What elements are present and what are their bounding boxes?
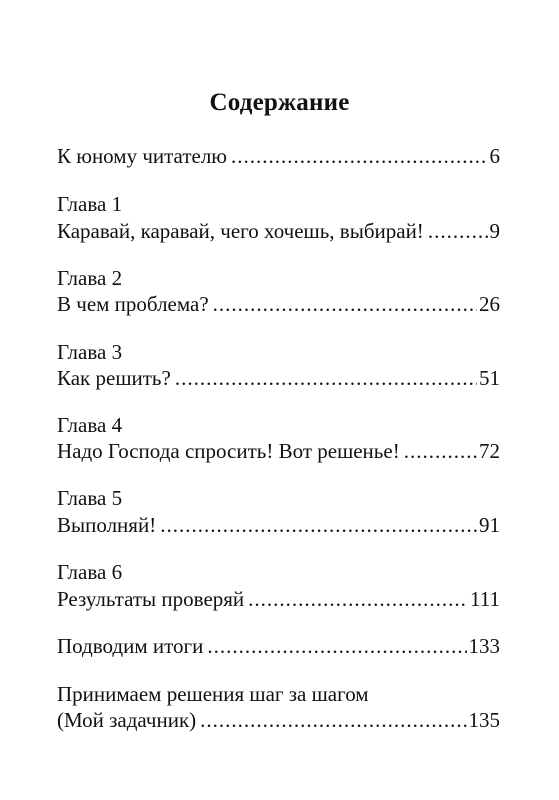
toc-entry — [57, 632, 500, 660]
toc-entry-page: 26 — [479, 292, 500, 316]
toc-entry-title: Каравай, каравай, чего хочешь, выбирай! — [57, 219, 424, 243]
toc-entry-title: Подводим итоги — [57, 634, 204, 658]
toc-entry-page: 51 — [479, 366, 500, 390]
toc-entry-title: Надо Господа спросить! Вот решенье! — [57, 439, 400, 463]
toc-entry — [57, 511, 500, 539]
toc-entry — [57, 364, 500, 392]
toc-entry-title: Выполняй! — [57, 513, 157, 537]
toc-entry — [57, 437, 500, 465]
toc-chapter-label: Глава 3 — [57, 340, 123, 364]
dot-leader — [404, 437, 477, 465]
toc-chapter-label: Глава 6 — [57, 560, 123, 584]
dot-leader — [207, 632, 466, 660]
toc-entry-title: Как решить? — [57, 366, 171, 390]
dot-leader — [200, 706, 466, 734]
toc-entry-title: К юному читателю — [57, 144, 227, 168]
toc-entry-page: 111 — [470, 587, 500, 611]
dot-leader — [428, 217, 488, 245]
toc-entry-title-continued: (Мой задачник) — [57, 708, 197, 732]
toc-entry-page: 72 — [479, 439, 500, 463]
toc-entry — [57, 290, 500, 318]
dot-leader — [160, 511, 477, 539]
toc-chapter-label: Глава 4 — [57, 413, 123, 437]
toc-entry-page: 133 — [468, 634, 500, 658]
dot-leader — [175, 364, 477, 392]
toc-chapter-label: Глава 5 — [57, 486, 123, 510]
toc-entry-page: 9 — [489, 219, 500, 243]
toc-entry — [57, 585, 500, 613]
dot-leader — [248, 585, 468, 613]
dot-leader — [213, 290, 477, 318]
toc-entry-page: 6 — [489, 144, 500, 168]
toc-entry-title: Результаты проверяй — [57, 587, 245, 611]
dot-leader — [231, 142, 488, 170]
toc-entry-title: Принимаем решения шаг за шагом — [57, 682, 369, 706]
toc-entry-page: 91 — [479, 513, 500, 537]
toc-entry-page: 135 — [468, 708, 500, 732]
toc-entry — [57, 706, 500, 734]
toc-entry — [57, 142, 500, 170]
toc-chapter-label: Глава 1 — [57, 192, 123, 216]
toc-entry — [57, 217, 500, 245]
page-title: Содержание — [209, 89, 350, 116]
toc-chapter-label: Глава 2 — [57, 266, 123, 290]
toc-entry-title: В чем проблема? — [57, 292, 209, 316]
